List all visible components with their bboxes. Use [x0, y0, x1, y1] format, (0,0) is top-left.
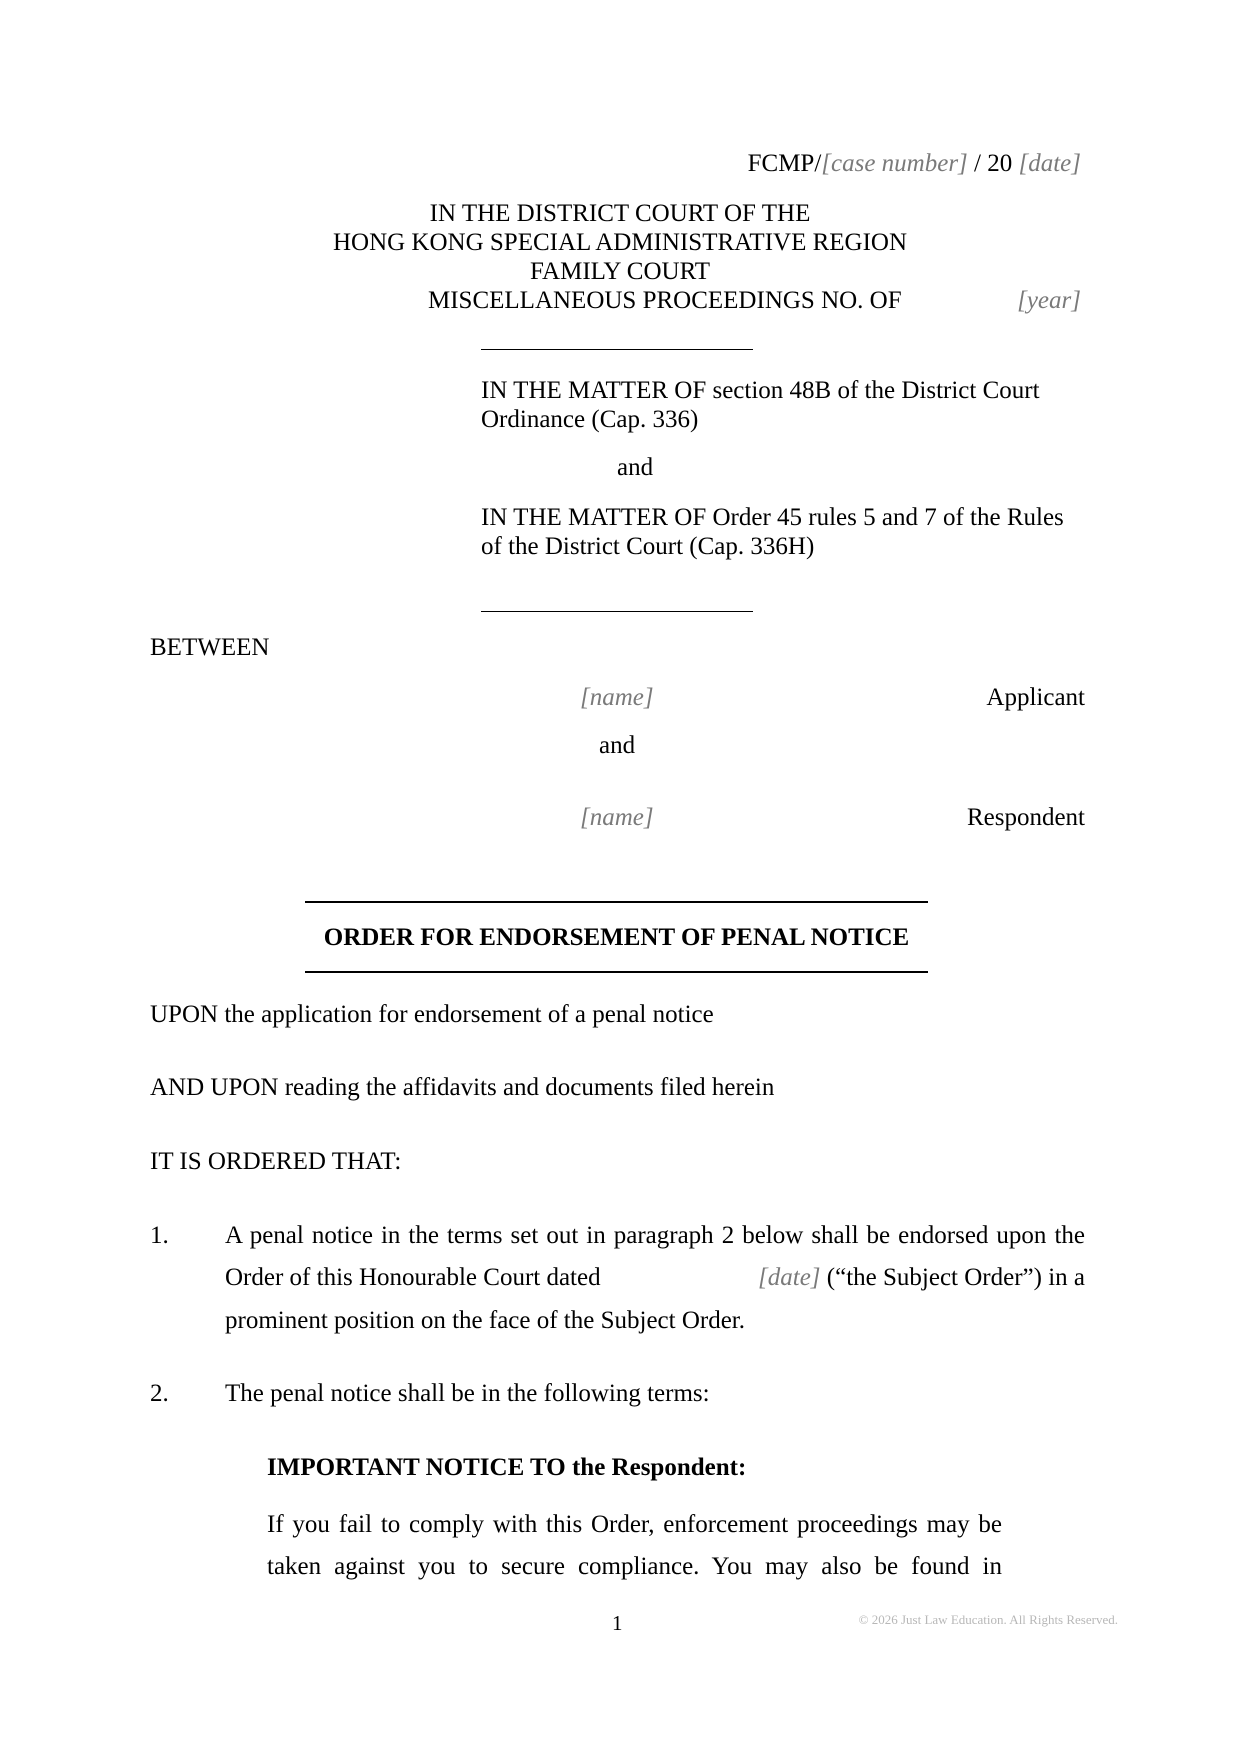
- matter-2-line-1: IN THE MATTER OF Order 45 rules 5 and 7 of the Rules: [481, 504, 1064, 531]
- respondent-name-placeholder: [name]: [580, 804, 654, 831]
- court-line-3: FAMILY COURT: [529, 258, 711, 285]
- court-line-4: MISCELLANEOUS PROCEEDINGS NO. OF: [428, 287, 902, 314]
- applicant-role: Applicant: [986, 684, 1085, 711]
- court-line-2: HONG KONG SPECIAL ADMINISTRATIVE REGION: [332, 229, 908, 256]
- subject-order-date-placeholder: [date]: [758, 1264, 821, 1291]
- notice-heading: IMPORTANT NOTICE TO the Respondent:: [267, 1454, 747, 1481]
- paragraph-1-number: 1.: [150, 1222, 169, 1249]
- recital-2: AND UPON reading the affidavits and documents filed herein: [150, 1074, 775, 1101]
- recital-3: IT IS ORDERED THAT:: [150, 1148, 402, 1175]
- title-rule-bottom: [305, 971, 928, 973]
- matter-1-line-2: Ordinance (Cap. 336): [481, 406, 699, 433]
- court-line-1: IN THE DISTRICT COURT OF THE: [429, 200, 811, 227]
- paragraph-1-line-2-end: [758, 1265, 1085, 1290]
- recital-1: UPON the application for endorsement of a penal notice: [150, 1001, 714, 1028]
- paragraph-2-text: The penal notice shall be in the following terms:: [225, 1380, 710, 1407]
- paragraph-2-number: 2.: [150, 1380, 169, 1407]
- respondent-role: Respondent: [966, 804, 1085, 831]
- matter-1-line-1: IN THE MATTER OF section 48B of the District Court: [481, 377, 1040, 404]
- notice-line-1: If you fail to comply with this Order, enforcement proceedings may be: [267, 1511, 1002, 1538]
- case-separator: / 20: [967, 150, 1019, 177]
- subject-order-label: (“the Subject Order”) in a: [820, 1264, 1085, 1291]
- matter-2-line-2: of the District Court (Cap. 336H): [481, 533, 815, 560]
- paragraph-1-line-1: A penal notice in the terms set out in paragraph 2 below shall be endorsed upon the: [225, 1222, 1085, 1249]
- parties-and: and: [599, 732, 636, 759]
- divider-bottom: [481, 611, 753, 612]
- title-rule-top: [305, 901, 928, 903]
- matters-and: and: [617, 454, 654, 481]
- applicant-name-placeholder: [name]: [580, 684, 654, 711]
- case-reference: [748, 151, 1081, 176]
- paragraph-1-line-2-start: Order of this Honourable Court dated: [225, 1264, 601, 1291]
- case-number-placeholder: [case number]: [821, 150, 968, 177]
- divider-top: [481, 349, 753, 350]
- order-title: ORDER FOR ENDORSEMENT OF PENAL NOTICE: [323, 924, 910, 951]
- case-prefix: FCMP/: [747, 150, 822, 177]
- paragraph-1-line-3: prominent position on the face of the Subject Order.: [225, 1307, 746, 1334]
- copyright-notice: © 2026 Just Law Education. All Rights Reserved.: [858, 1612, 1118, 1627]
- page-number: 1: [612, 1611, 623, 1635]
- case-date-placeholder: [date]: [1018, 150, 1081, 177]
- notice-line-2: taken against you to secure compliance. You may also be found in: [267, 1553, 1002, 1580]
- year-placeholder: [year]: [1017, 287, 1081, 314]
- between-label: BETWEEN: [150, 634, 270, 661]
